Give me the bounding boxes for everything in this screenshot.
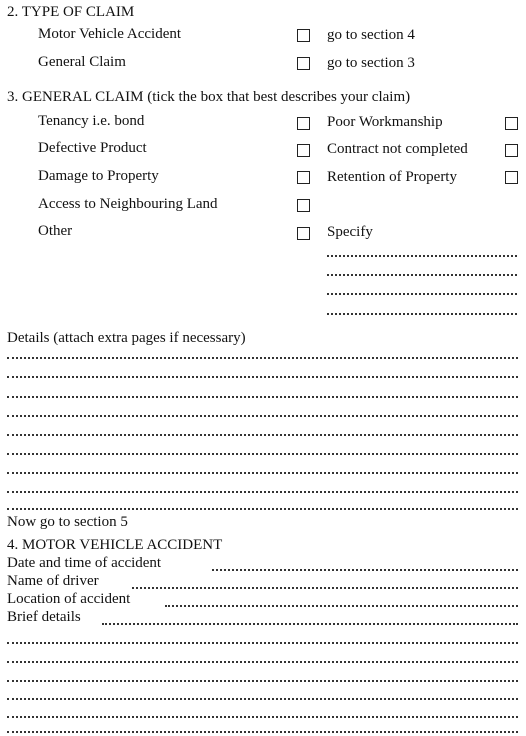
details-line-5[interactable] (7, 434, 518, 436)
brief-details-label: Brief details (7, 609, 81, 625)
brief-details-line-2[interactable] (7, 642, 518, 644)
motor-vehicle-accident-checkbox[interactable] (297, 29, 310, 42)
details-line-2[interactable] (7, 376, 518, 378)
section-2-heading: 2. TYPE OF CLAIM (7, 4, 135, 20)
date-time-accident-label: Date and time of accident (7, 555, 162, 571)
defective-product-label: Defective Product (38, 140, 147, 156)
contract-not-completed-label: Contract not completed (327, 141, 468, 157)
brief-details-line-5[interactable] (7, 698, 518, 700)
specify-label: Specify (327, 224, 373, 240)
specify-line-4[interactable] (327, 313, 517, 315)
name-of-driver-label: Name of driver (7, 573, 99, 589)
brief-details-line-6[interactable] (7, 716, 518, 718)
specify-line-1[interactable] (327, 255, 517, 257)
damage-to-property-label: Damage to Property (38, 168, 159, 184)
go-to-section-3-text: go to section 3 (327, 55, 415, 71)
location-of-accident-line[interactable] (165, 605, 518, 607)
other-checkbox[interactable] (297, 227, 310, 240)
details-line-4[interactable] (7, 415, 518, 417)
brief-details-line-3[interactable] (7, 661, 518, 663)
defective-product-checkbox[interactable] (297, 144, 310, 157)
details-label: Details (attach extra pages if necessary) (7, 330, 246, 346)
brief-details-line-7[interactable] (7, 731, 518, 733)
contract-not-completed-checkbox[interactable] (505, 144, 518, 157)
details-line-7[interactable] (7, 472, 518, 474)
location-of-accident-label: Location of accident (7, 591, 131, 607)
damage-to-property-checkbox[interactable] (297, 171, 310, 184)
details-line-3[interactable] (7, 396, 518, 398)
details-line-1[interactable] (7, 357, 518, 359)
access-neighbouring-land-checkbox[interactable] (297, 199, 310, 212)
details-line-8[interactable] (7, 491, 518, 493)
access-neighbouring-land-label: Access to Neighbouring Land (38, 196, 218, 212)
date-time-accident-line[interactable] (212, 569, 518, 571)
specify-line-2[interactable] (327, 274, 517, 276)
brief-details-line-4[interactable] (7, 680, 518, 682)
section-4-heading: 4. MOTOR VEHICLE ACCIDENT (7, 537, 223, 553)
motor-vehicle-accident-label: Motor Vehicle Accident (38, 26, 182, 42)
retention-of-property-label: Retention of Property (327, 169, 457, 185)
tenancy-bond-label: Tenancy i.e. bond (38, 113, 145, 129)
general-claim-checkbox[interactable] (297, 57, 310, 70)
details-line-6[interactable] (7, 453, 518, 455)
poor-workmanship-checkbox[interactable] (505, 117, 518, 130)
specify-line-3[interactable] (327, 293, 517, 295)
details-line-9[interactable] (7, 508, 518, 510)
poor-workmanship-label: Poor Workmanship (327, 114, 443, 130)
now-go-to-section-5: Now go to section 5 (7, 514, 128, 530)
name-of-driver-line[interactable] (132, 587, 518, 589)
other-label: Other (38, 223, 73, 239)
tenancy-bond-checkbox[interactable] (297, 117, 310, 130)
brief-details-line-1[interactable] (102, 623, 518, 625)
go-to-section-4-text: go to section 4 (327, 27, 415, 43)
general-claim-label: General Claim (38, 54, 126, 70)
retention-of-property-checkbox[interactable] (505, 171, 518, 184)
section-3-heading: 3. GENERAL CLAIM (tick the box that best describes your claim) (7, 89, 411, 105)
